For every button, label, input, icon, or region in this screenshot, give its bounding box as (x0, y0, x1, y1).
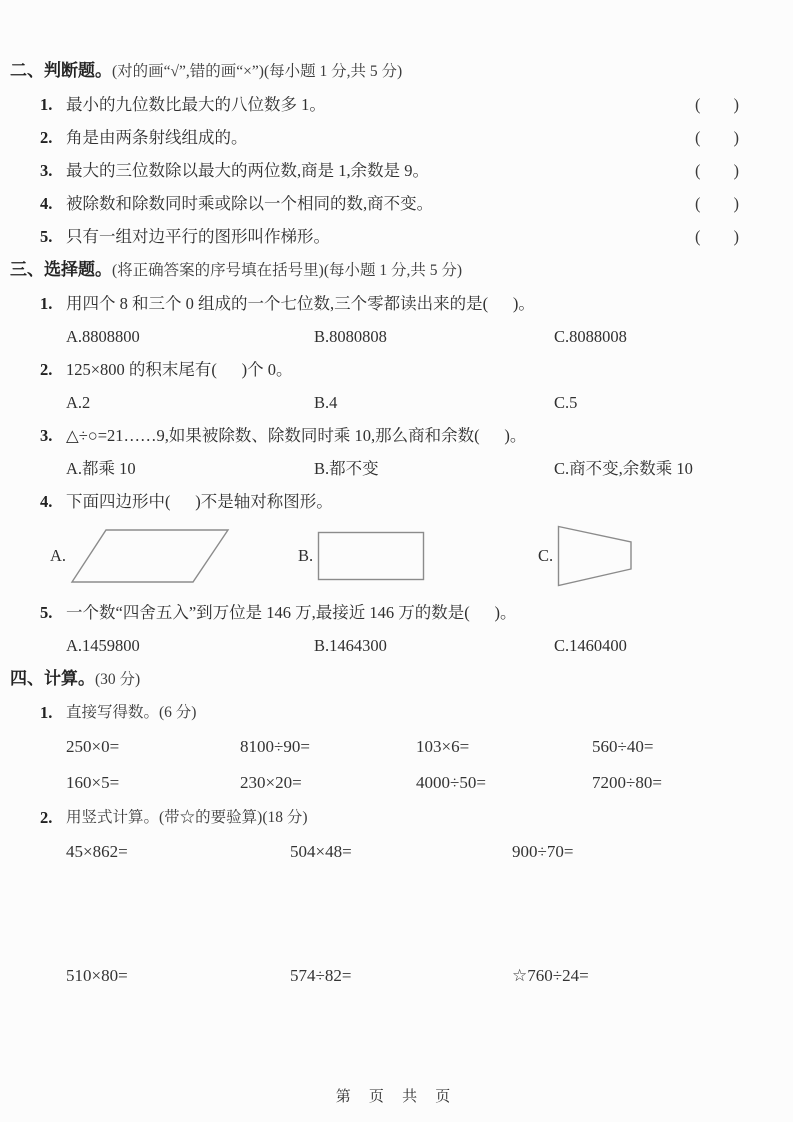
shape-option-b (298, 531, 538, 581)
judge-item-2 (10, 121, 783, 154)
calc-part2-header (10, 801, 783, 834)
judge-item-text: 被除数和除数同时乘或除以一个相同的数,商不变。 (66, 194, 434, 213)
section-judge-title: 二、判断题。 (10, 61, 112, 80)
option-a: A.都乘 10 (66, 459, 136, 478)
shape-label-a: A. (50, 546, 67, 565)
calc-expression: 510×80= (66, 966, 128, 985)
option-c: C.5 (554, 393, 578, 412)
calc-expression: 504×48= (290, 842, 352, 861)
choice-q3 (10, 419, 783, 452)
choice-q1 (10, 287, 783, 320)
section-judge-note: (对的画“√”,错的画“×”)(每小题 1 分,共 5 分) (112, 63, 403, 80)
calc-part-title: 用竖式计算。(带☆的要验算)(18 分) (66, 809, 308, 826)
judge-item-number: 3. (40, 161, 53, 180)
option-b: B.1464300 (314, 636, 387, 655)
calc-part-number: 2. (40, 808, 53, 827)
section-calc-title: 四、计算。 (10, 669, 95, 688)
rectangle-shape (317, 531, 425, 581)
option-c: C.1460400 (554, 636, 627, 655)
calc-expression: 160×5= (66, 773, 120, 792)
section-choice-note: (将正确答案的序号填在括号里)(每小题 1 分,共 5 分) (112, 262, 463, 279)
judge-item-text: 角是由两条射线组成的。 (66, 128, 248, 147)
mental-calc-row-2 (10, 765, 783, 801)
section-calc-header (10, 662, 783, 696)
option-a: A.2 (66, 393, 91, 412)
calc-expression: 250×0= (66, 737, 120, 756)
section-choice-header (10, 253, 783, 287)
choice-q-text: 下面四边形中( )不是轴对称图形。 (66, 492, 333, 511)
shape-label-b: B. (298, 546, 314, 565)
option-c: C.商不变,余数乘 10 (554, 459, 693, 478)
option-b: B.8080808 (314, 327, 387, 346)
choice-q1-options (10, 320, 783, 353)
shape-option-c (538, 525, 783, 587)
calc-expression: 560÷40= (592, 737, 654, 756)
vertical-calc-row-2 (10, 958, 783, 994)
answer-bracket: ( ) (695, 194, 739, 213)
vertical-calc-row-1 (10, 834, 783, 870)
choice-q-number: 3. (40, 426, 53, 445)
mental-calc-row-1 (10, 729, 783, 765)
calc-expression: 900÷70= (512, 842, 574, 861)
answer-bracket: ( ) (695, 95, 739, 114)
judge-item-text: 只有一组对边平行的图形叫作梯形。 (66, 227, 330, 246)
choice-q-number: 5. (40, 603, 53, 622)
calc-expression: 574÷82= (290, 966, 352, 985)
choice-q-text: 一个数“四舍五入”到万位是 146 万,最接近 146 万的数是( )。 (66, 603, 517, 622)
option-b: B.4 (314, 393, 338, 412)
calc-expression: 230×20= (240, 773, 302, 792)
calc-expression: 7200÷80= (592, 773, 662, 792)
trapezoid-shape (557, 525, 633, 587)
choice-q4-shapes (10, 520, 783, 592)
choice-q-text: 125×800 的积末尾有( )个 0。 (66, 360, 293, 379)
calc-expression: ☆760÷24= (512, 966, 589, 985)
choice-q-text: 用四个 8 和三个 0 组成的一个七位数,三个零都读出来的是( )。 (66, 294, 535, 313)
calc-expression: 103×6= (416, 737, 470, 756)
judge-item-3 (10, 154, 783, 187)
shape-option-a (50, 527, 298, 585)
choice-q2 (10, 353, 783, 386)
working-space (10, 870, 783, 958)
parallelogram-shape (70, 527, 230, 585)
shape-label-c: C. (538, 546, 554, 565)
section-calc-note: (30 分) (95, 671, 141, 688)
answer-bracket: ( ) (695, 227, 739, 246)
judge-item-4 (10, 187, 783, 220)
choice-q3-options (10, 452, 783, 485)
choice-q-number: 2. (40, 360, 53, 379)
section-choice-title: 三、选择题。 (10, 260, 112, 279)
calc-part-title: 直接写得数。(6 分) (66, 704, 197, 721)
option-a: A.1459800 (66, 636, 140, 655)
judge-item-5 (10, 220, 783, 253)
option-c: C.8088008 (554, 327, 627, 346)
judge-item-number: 2. (40, 128, 53, 147)
exam-content (10, 54, 783, 994)
calc-expression: 45×862= (66, 842, 128, 861)
choice-q-number: 1. (40, 294, 53, 313)
calc-expression: 4000÷50= (416, 773, 486, 792)
choice-q-text: △÷○=21……9,如果被除数、除数同时乘 10,那么商和余数( )。 (66, 426, 527, 445)
option-b: B.都不变 (314, 459, 379, 478)
answer-bracket: ( ) (695, 161, 739, 180)
judge-item-text: 最小的九位数比最大的八位数多 1。 (66, 95, 326, 114)
section-judge-header (10, 54, 783, 88)
choice-q4 (10, 485, 783, 518)
calc-expression: 8100÷90= (240, 737, 310, 756)
choice-q5 (10, 596, 783, 629)
judge-item-text: 最大的三位数除以最大的两位数,商是 1,余数是 9。 (66, 161, 429, 180)
choice-q-number: 4. (40, 492, 53, 511)
judge-item-1 (10, 88, 783, 121)
judge-item-number: 4. (40, 194, 53, 213)
calc-part-number: 1. (40, 703, 53, 722)
judge-item-number: 1. (40, 95, 53, 114)
choice-q2-options (10, 386, 783, 419)
choice-q5-options (10, 629, 783, 662)
calc-part1-header (10, 696, 783, 729)
option-a: A.8808800 (66, 327, 140, 346)
judge-item-number: 5. (40, 227, 53, 246)
answer-bracket: ( ) (695, 128, 739, 147)
page-footer: 第 页 共 页 (335, 1088, 458, 1105)
